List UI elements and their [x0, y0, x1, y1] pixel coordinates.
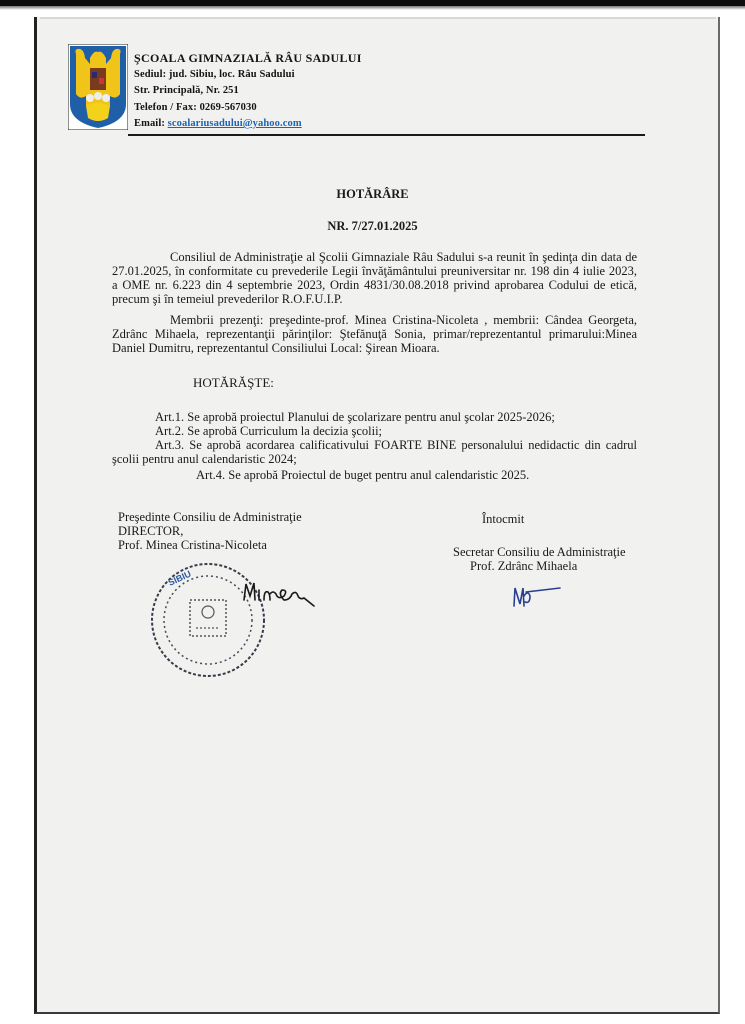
phone-fax: Telefon / Fax: 0269-567030 [134, 101, 257, 113]
intro-paragraph: Consiliul de Administraţie al Şcolii Gimnaziale Râu Sadului s-a reunit în şedinţa din data de 27.01.2025, în conformitate cu prevederile Legii învăţământului preuniversitar nr. 198 din 4 iulie 2023, a OME nr. 6.223 din 4 septembrie 2023, Ordin 4831/30.08.2018 privind aprobarea Codului de etică, precum şi în temeiul prevederilor R.O.F.U.I.P. [112, 250, 637, 306]
email-link[interactable]: scoalariusadului@yahoo.com [167, 118, 302, 129]
handwritten-signature-minea [240, 578, 320, 608]
school-name: ŞCOALA GIMNAZIALĂ RÂU SADULUI [134, 51, 362, 65]
school-letterhead [134, 50, 362, 133]
secretary-role: Secretar Consiliu de Administraţie [453, 545, 626, 559]
page-edge [40, 17, 716, 19]
article-2: Art.2. Se aprobă Curriculum la decizia şcolii; [155, 424, 383, 438]
secretary-name: Prof. Zdrânc Mihaela [470, 559, 578, 573]
article-3: Art.3. Se aprobă acordarea calificativului FOARTE BINE personalului nedidactic din cadrul şcolii pentru anul calendaristic 2024; [112, 438, 637, 466]
email-label: Email: [134, 118, 165, 129]
president-name: Prof. Minea Cristina-Nicoleta [118, 538, 267, 552]
president-role: Preşedinte Consiliu de Administraţie [118, 510, 302, 524]
document-title: HOTĂRÂRE [336, 187, 409, 201]
address-line-1: Sediul: jud. Sibiu, loc. Râu Sadului [134, 68, 295, 80]
prepared-by-label: Întocmit [482, 512, 525, 526]
director-title: DIRECTOR, [118, 524, 184, 538]
address-line-2: Str. Principală, Nr. 251 [134, 85, 239, 96]
scan-top-shadow [0, 6, 745, 10]
header-divider [128, 134, 645, 136]
svg-text:SIBIU: SIBIU [166, 568, 193, 588]
article-4: Art.4. Se aprobă Proiectul de buget pentru anul calendaristic 2025. [196, 468, 530, 482]
romania-coat-of-arms-icon [68, 44, 128, 130]
article-1: Art.1. Se aprobă proiectul Planului de şcolarizare pentru anul şcolar 2025-2026; [155, 410, 555, 424]
signature-block-left [118, 510, 302, 552]
members-paragraph: Membrii prezenţi: preşedinte-prof. Minea Cristina-Nicoleta , membrii: Cândea Georgeta, Zdrânc Mihaela, reprezentanţii părinţilor: Ştefănuţă Sonia, primar/reprezentantul primarului:Minea Daniel Dumitru, reprezentantul Consiliului Local: Şirean Mioara. [112, 313, 637, 355]
handwritten-signature-zdranc [510, 582, 566, 610]
document-number: NR. 7/27.01.2025 [327, 219, 418, 233]
signature-block-right [453, 545, 626, 573]
decides-heading: HOTĂRĂŞTE: [193, 375, 274, 390]
email-row [134, 116, 362, 133]
